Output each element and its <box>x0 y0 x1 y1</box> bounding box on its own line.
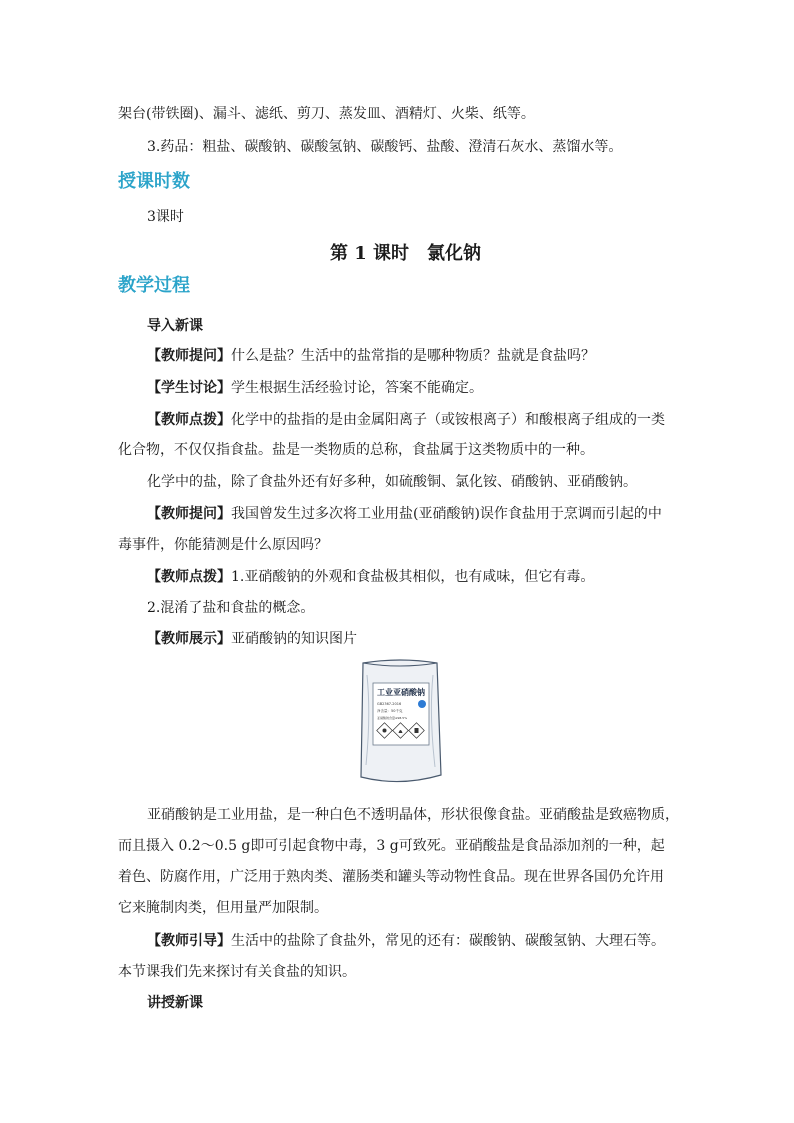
bag-code: GB2367-2016 <box>377 702 402 706</box>
bag-purity: 亚硝酸钠含量≥98.5% <box>377 716 408 720</box>
paragraph-confusion: 2.混淆了盐和食盐的概念。 <box>147 600 315 616</box>
paragraph-text: 什么是盐？生活中的盐常指的是哪种物质？盐就是食盐吗？ <box>231 348 595 364</box>
paragraph-text: 亚硝酸钠的知识图片 <box>231 631 357 647</box>
paragraph-nitrite-l2: 而且摄入 0.2～0.5 g即可引起食物中毒，3 g可致死。亚硝酸盐是食品添加剂的一种，起 <box>118 838 665 854</box>
paragraph-text: 生活中的盐除了食盐外，常见的还有：碳酸钠、碳酸氢钠、大理石等。 <box>231 933 665 949</box>
paragraph-salts: 化学中的盐，除了食盐外还有好多种，如硫酸铜、氯化铵、硝酸钠、亚硝酸钠。 <box>147 474 637 490</box>
paragraph-text: 学生根据生活经验讨论，答案不能确定。 <box>231 380 483 396</box>
paragraph-nitrite-l4: 它来腌制肉类，但用量严加限制。 <box>118 900 328 916</box>
certification-icon <box>418 700 426 708</box>
process-heading: 教学过程 <box>118 275 190 296</box>
paragraph-teacher-guide <box>147 931 665 951</box>
paragraph-text: 我国曾发生过多次将工业用盐(亚硝酸钠)误作食盐用于烹调而引起的中 <box>231 506 662 522</box>
paragraph-text: 化学中的盐指的是由金属阳离子（或铵根离子）和酸根离子组成的一类 <box>231 412 665 428</box>
paragraph-nitrite-l3: 着色、防腐作用，广泛用于熟肉类、灌肠类和罐头等动物性食品。现在世界各国仍允许用 <box>118 869 664 885</box>
tag-student-discussion: 【学生讨论】 <box>147 380 231 396</box>
bag-weight: 净含量：50千克 <box>377 709 403 713</box>
tag-teacher-question: 【教师提问】 <box>147 506 231 522</box>
paragraph-teacher-show <box>147 629 357 649</box>
paragraph-student-discussion <box>147 378 483 398</box>
hours-value: 3课时 <box>147 209 184 225</box>
paragraph-teacher-question-1 <box>147 346 595 366</box>
tag-teacher-question: 【教师提问】 <box>147 348 231 364</box>
paragraph-line: 本节课我们先来探讨有关食盐的知识。 <box>118 964 356 980</box>
tag-teacher-hint: 【教师点拨】 <box>147 569 231 585</box>
lesson-title: 第 1 课时 氯化钠 <box>330 243 482 264</box>
paragraph-teacher-hint-2 <box>147 567 594 587</box>
paragraph-teacher-hint-1 <box>147 410 665 430</box>
hazard-symbols-icon <box>377 723 425 739</box>
tag-teacher-show: 【教师展示】 <box>147 631 231 647</box>
apparatus-line: 架台(带铁圈)、漏斗、滤纸、剪刀、蒸发皿、酒精灯、火柴、纸等。 <box>118 106 535 122</box>
intro-heading: 导入新课 <box>147 318 203 334</box>
sodium-nitrite-bag-figure <box>355 655 445 790</box>
paragraph-teacher-question-2 <box>147 504 662 524</box>
hours-heading: 授课时数 <box>118 171 190 192</box>
tag-teacher-hint: 【教师点拨】 <box>147 412 231 428</box>
paragraph-line: 毒事件，你能猜测是什么原因吗？ <box>118 537 328 553</box>
teach-heading: 讲授新课 <box>147 995 203 1011</box>
paragraph-text: 1.亚硝酸钠的外观和食盐极其相似，也有咸味，但它有毒。 <box>231 569 595 585</box>
tag-teacher-guide: 【教师引导】 <box>147 933 231 949</box>
paragraph-line: 化合物，不仅仅指食盐。盐是一类物质的总称，食盐属于这类物质中的一种。 <box>118 442 594 458</box>
paragraph-nitrite-l1: 亚硝酸钠是工业用盐，是一种白色不透明晶体，形状很像食盐。亚硝酸盐是致癌物质， <box>147 807 679 823</box>
drugs-line: 3.药品：粗盐、碳酸钠、碳酸氢钠、碳酸钙、盐酸、澄清石灰水、蒸馏水等。 <box>147 139 623 155</box>
bag-title: 工业亚硝酸钠 <box>377 688 425 697</box>
